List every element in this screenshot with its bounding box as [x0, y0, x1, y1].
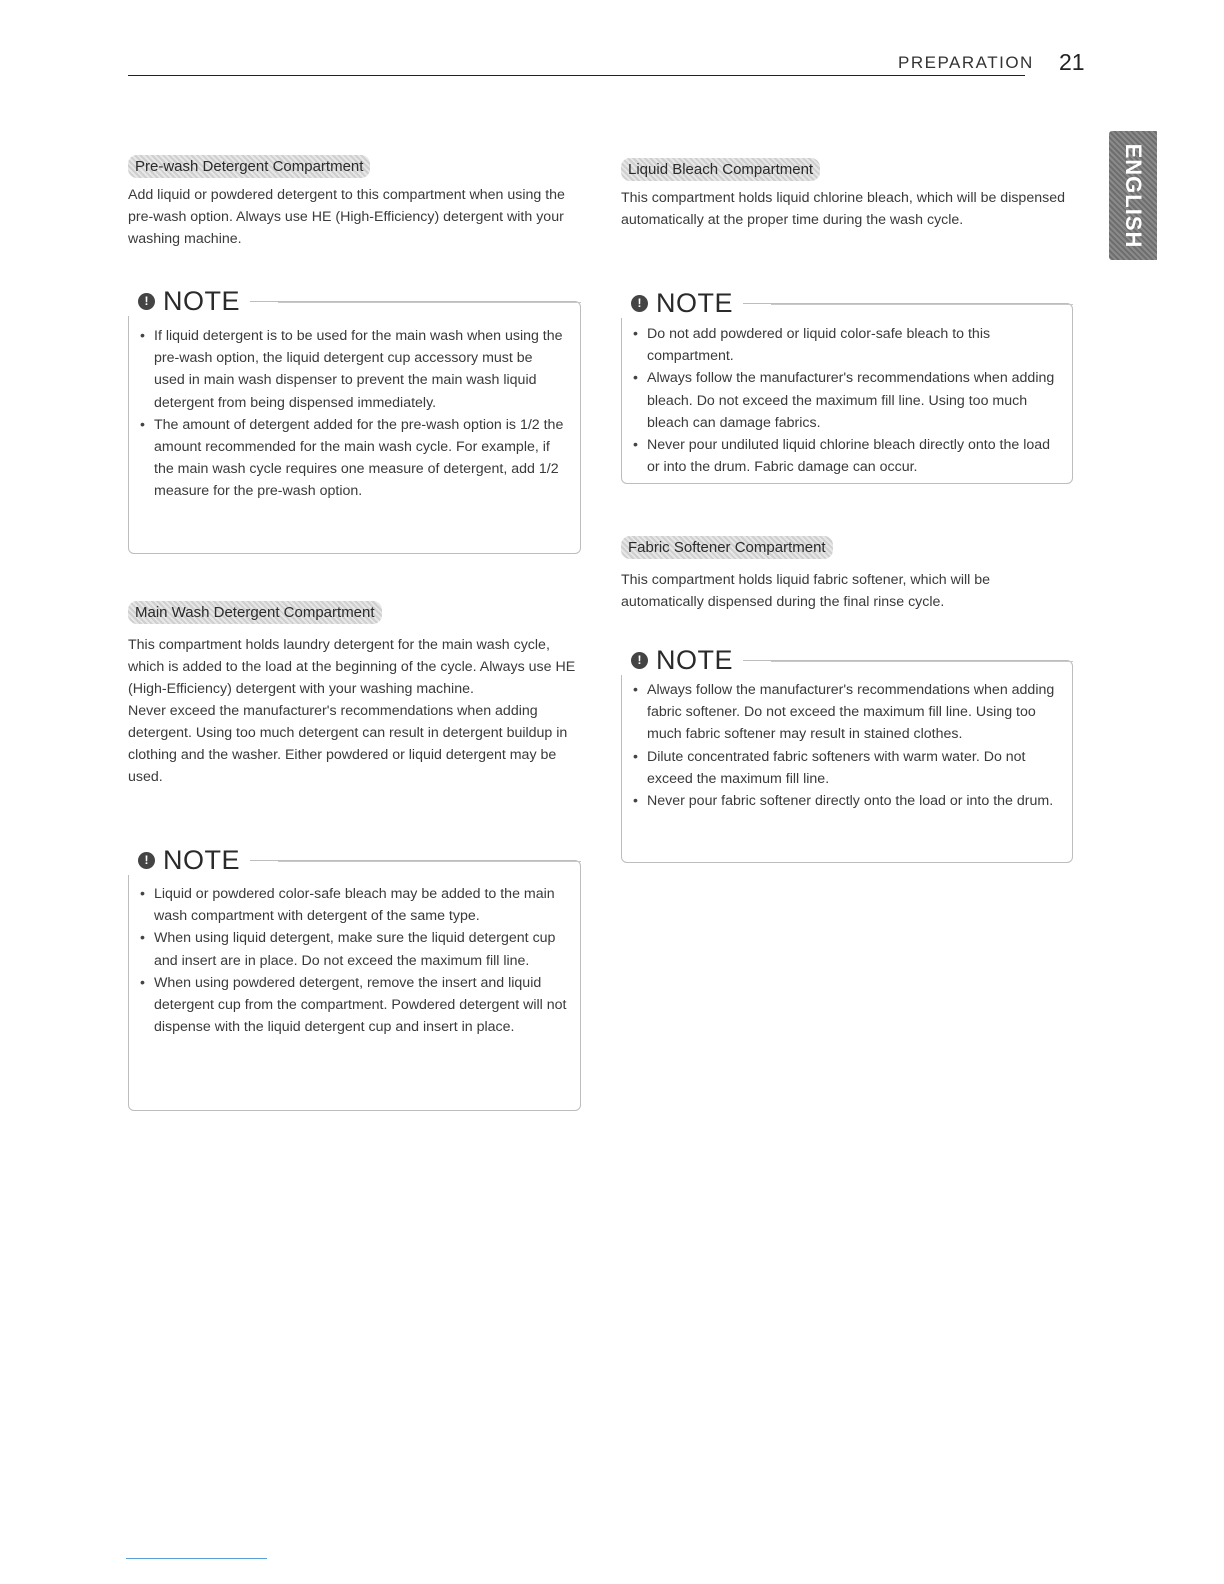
- info-icon: !: [138, 293, 155, 310]
- list-item: • Never pour undiluted liquid chlorine bleach directly onto the load or into the drum. Fabric damage can occur.: [631, 434, 1059, 478]
- note-rule: [278, 302, 581, 303]
- prewash-section: [128, 155, 590, 250]
- bleach-note: [621, 288, 1073, 484]
- language-tab-label: ENGLISH: [1121, 143, 1146, 248]
- bleach-body: This compartment holds liquid chlorine bleach, which will be dispensed automatically at the proper time during the wash cycle.: [621, 190, 1065, 228]
- list-item: • When using powdered detergent, remove the insert and liquid detergent cup from the compartment. Powdered detergent will not dispense with the liquid detergent cup and insert in place.: [138, 972, 567, 1039]
- list-item: • Do not add powdered or liquid color-safe bleach to this compartment.: [631, 323, 1059, 367]
- bleach-heading: Liquid Bleach Compartment: [621, 158, 820, 181]
- prewash-heading: Pre-wash Detergent Compartment: [128, 155, 370, 178]
- list-item: • Liquid or powdered color-safe bleach may be added to the main wash compartment with detergent of the same type.: [138, 883, 567, 927]
- note-head: [621, 288, 743, 318]
- softener-heading: Fabric Softener Compartment: [621, 536, 833, 559]
- info-icon: !: [631, 652, 648, 669]
- mainwash-note: [128, 845, 581, 1111]
- list-item: • The amount of detergent added for the pre-wash option is 1/2 the amount recommended for the main wash cycle. For example, if the main wash cycle requires one measure of detergent, add 1/2 measure for the pre-wash option.: [138, 414, 567, 503]
- footer-rule: [126, 1558, 267, 1559]
- section-title: PREPARATION: [898, 53, 1034, 72]
- note-label: NOTE: [656, 287, 734, 318]
- prewash-note: [128, 286, 581, 554]
- list-item: • Dilute concentrated fabric softeners with warm water. Do not exceed the maximum fill line.: [631, 746, 1059, 790]
- softener-note: [621, 645, 1073, 863]
- list-item: • If liquid detergent is to be used for the main wash when using the pre-wash option, the liquid detergent cup accessory must be used in main wash dispenser to prevent the main wash liquid detergent from being dispensed immediately.: [138, 325, 567, 414]
- note-label: NOTE: [656, 644, 734, 675]
- softener-note-list: [631, 679, 1059, 812]
- mainwash-section: [128, 601, 590, 788]
- prewash-body: Add liquid or powdered detergent to this compartment when using the pre-wash option. Always use HE (High-Efficiency) detergent with your washing machine.: [128, 187, 565, 247]
- language-tab: [1109, 131, 1157, 260]
- note-head: [128, 286, 250, 316]
- mainwash-body-2: Never exceed the manufacturer's recommendations when adding detergent. Using too much detergent can result in detergent buildup in clothing and the washer. Either powdered or liquid detergent may be used.: [128, 703, 568, 785]
- softener-section: [621, 536, 1073, 613]
- note-head: [128, 845, 250, 875]
- bleach-note-list: [631, 323, 1059, 478]
- list-item: • Always follow the manufacturer's recommendations when adding fabric softener. Do not exceed the maximum fill line. Using too much fabric softener may result in stained clothes.: [631, 679, 1059, 746]
- note-rule: [278, 861, 581, 862]
- note-label: NOTE: [163, 285, 241, 316]
- note-rule: [771, 661, 1073, 662]
- header-rule: [128, 75, 1025, 76]
- softener-body: This compartment holds liquid fabric softener, which will be automatically dispensed during the final rinse cycle.: [621, 572, 991, 610]
- note-head: [621, 645, 743, 675]
- mainwash-body-1: This compartment holds laundry detergent for the main wash cycle, which is added to the load at the beginning of the cycle. Always use HE (High-Efficiency) detergent with your washing machine.: [128, 637, 576, 697]
- note-rule: [771, 304, 1073, 305]
- list-item: • When using liquid detergent, make sure the liquid detergent cup and insert are in place. Do not exceed the maximum fill line.: [138, 927, 567, 971]
- bleach-section: [621, 158, 1073, 231]
- mainwash-heading: Main Wash Detergent Compartment: [128, 601, 382, 624]
- info-icon: !: [138, 852, 155, 869]
- note-label: NOTE: [163, 844, 241, 875]
- info-icon: !: [631, 295, 648, 312]
- list-item: • Always follow the manufacturer's recommendations when adding bleach. Do not exceed the maximum fill line. Using too much bleach can damage fabrics.: [631, 367, 1059, 434]
- list-item: • Never pour fabric softener directly onto the load or into the drum.: [631, 790, 1059, 812]
- mainwash-note-list: [138, 883, 567, 1038]
- prewash-note-list: [138, 325, 567, 503]
- page-number: 21: [1059, 49, 1085, 75]
